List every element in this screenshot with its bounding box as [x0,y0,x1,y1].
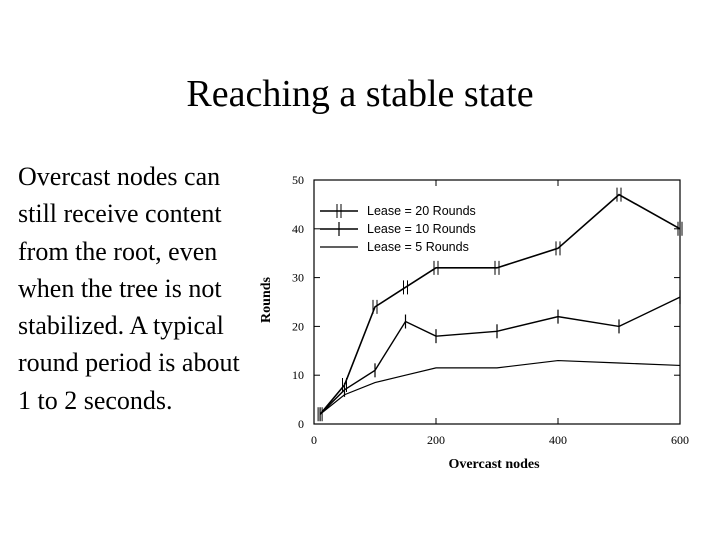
legend [320,204,476,254]
legend-label: Lease = 5 Rounds [367,240,469,254]
x-tick-label: 600 [671,433,689,447]
slide-body-text: Overcast nodes can still receive content from the root, even when the tree is not stabilized. A typical round period is about 1 to 2 seconds. [18,162,240,415]
x-tick-label: 0 [311,433,317,447]
axis-ticks [292,173,689,447]
y-tick-label: 40 [292,221,304,236]
y-axis-title: Rounds [259,277,274,323]
x-tick-label: 400 [549,433,567,447]
legend-label: Lease = 10 Rounds [367,222,476,236]
series-line-2 [320,297,680,414]
y-tick-label: 0 [298,417,304,431]
series-line-3 [320,361,680,415]
y-tick-label: 20 [292,319,304,334]
y-tick-label: 10 [292,368,304,383]
x-tick-label: 200 [427,433,445,447]
y-tick-label: 30 [292,270,304,285]
x-axis-title: Overcast nodes [448,457,540,472]
legend-label: Lease = 20 Rounds [367,204,476,218]
y-tick-label: 50 [292,173,304,187]
slide-title: Reaching a stable state [186,73,534,115]
